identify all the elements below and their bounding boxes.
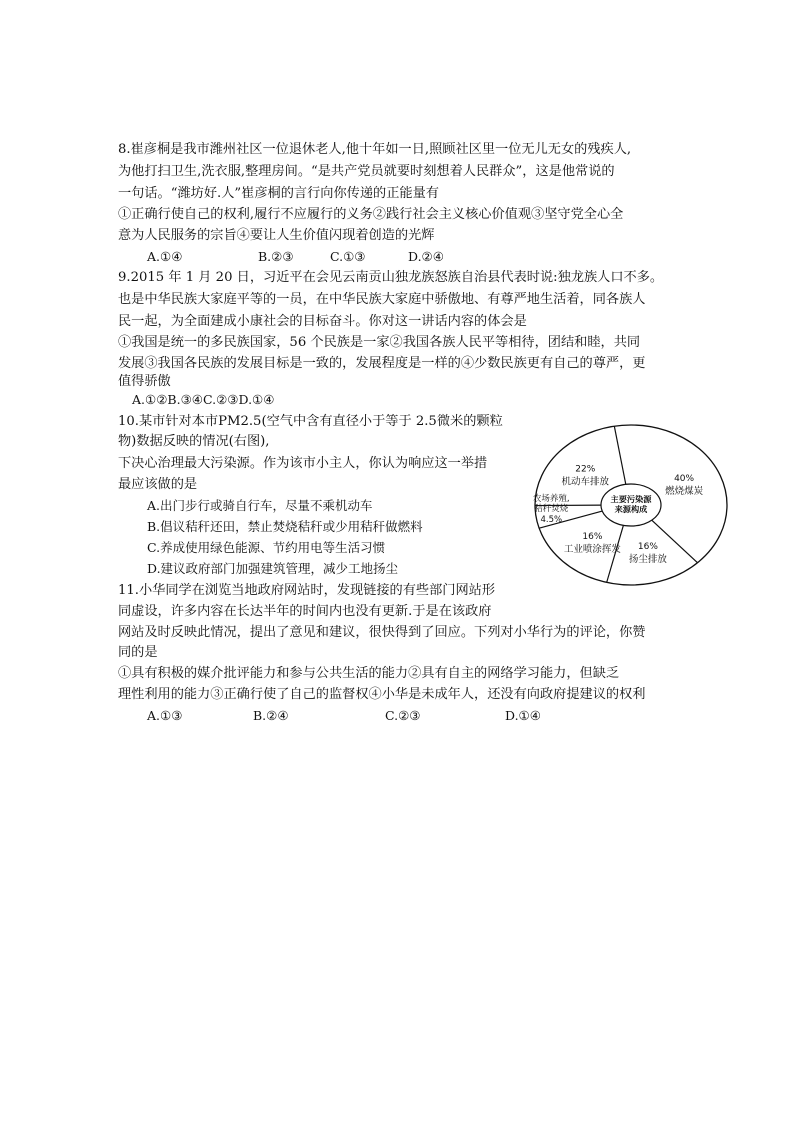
q8-line-3: 一句话。“潍坊好.人”崔彦桐的言行向你传递的正能量有 <box>118 186 439 201</box>
q11-option-a: A.①③ <box>147 708 183 723</box>
q10-line-3: 下决心治理最大污染源。作为该市小主人，你认为响应这一举措 <box>118 456 488 471</box>
pie-slice-value: 16% <box>637 542 658 553</box>
q8-line-5: 意为人民服务的宗旨④要让人生价值闪现着创造的光辉 <box>118 228 435 243</box>
q10-option-c: C.养成使用绿色能源、节约用电等生活习惯 <box>147 540 386 555</box>
q11-line-3: 网站及时反映此情况，提出了意见和建议，很快得到了回应。下列对小华行为的评论，你赞 <box>118 625 646 640</box>
q10-option-b: B.倡议秸秆还田，禁止焚烧秸秆或少用秸秆做燃料 <box>147 519 423 534</box>
pie-slice-value: 40% <box>674 474 695 485</box>
q9-line-4: ①我国是统一的多民族国家，56 个民族是一家②我国各族人民平等相待，团结和睦，共同 <box>118 335 641 350</box>
q11-line-4: 同的是 <box>118 645 158 660</box>
q10-line-4: 最应该做的是 <box>118 477 198 492</box>
q11-option-d: D.①④ <box>505 708 541 723</box>
q9-line-6: 值得骄傲 <box>118 374 171 389</box>
q11-option-b: B.②④ <box>253 708 289 723</box>
q11-line-1: 11.小华同学在浏览当地政府网站时，发现链接的有些部门网站形 <box>118 583 496 598</box>
q10-line-2: 物)数据反映的情况(右图), <box>118 434 270 449</box>
q10-line-1: 10.某市针对本市PM2.5(空气中含有直径小于等于 2.5微米的颗粒 <box>118 414 503 429</box>
q11-option-c: C.②③ <box>385 708 421 723</box>
q8-line-1: 8.崔彦桐是我市潍州社区一位退休老人,他十年如一日,照顾社区里一位无儿无女的残疾人, <box>118 142 632 157</box>
q9-line-5: 发展③我国各民族的发展目标是一致的，发展程度是一样的④少数民族更有自己的尊严，更 <box>118 356 646 371</box>
q8-line-2: 为他打扫卫生,洗衣服,整理房间。“是共产党员就要时刻想着人民群众”，这是他常说的 <box>118 164 615 179</box>
q10-option-a: A.出门步行或骑自行车，尽量不乘机动车 <box>147 498 373 513</box>
pie-slice-value: 22% <box>575 464 596 475</box>
q11-line-2: 同虚设，许多内容在长达半年的时间内也没有更新.于是在该政府 <box>118 604 492 619</box>
pollution-source-pie-chart <box>532 420 730 590</box>
pie-slice-divider <box>614 426 625 484</box>
pie-center-label: 主要污染源来源构成 <box>610 494 652 514</box>
pie-slice-label: 农场养殖,秸秆焚烧 4.5% <box>532 494 570 526</box>
pie-slice-label: 扬尘排放 <box>628 554 667 566</box>
q9-line-1: 9.2015 年 1 月 20 日，习近平在会见云南贡山独龙族怒族自治县代表时说:独龙族人口不多。 <box>118 270 664 285</box>
q8-option-a: A.①④ <box>147 249 183 264</box>
q9-line-2: 也是中华民族大家庭平等的一员，在中华民族大家庭中骄傲地、有尊严地生活着，同各族人 <box>118 292 646 307</box>
pie-slice-label: 机动车排放 <box>561 476 610 488</box>
q8-option-b: B.②③ <box>258 249 294 264</box>
q8-line-4: ①正确行使自己的权利,履行不应履行的义务②践行社会主义核心价值观③坚守党全心全 <box>118 207 624 222</box>
q8-option-c: C.①③ <box>330 249 366 264</box>
q8-option-d: D.②④ <box>408 249 444 264</box>
pie-slice-label: 工业喷涂挥发 <box>563 544 621 556</box>
q9-line-3: 民一起，为全面建成小康社会的目标奋斗。你对这一讲话内容的体会是 <box>118 314 527 329</box>
pie-slice-value: 16% <box>582 532 603 543</box>
q9-options: A.①②B.③④C.②③D.①④ <box>132 392 275 407</box>
q11-line-6: 理性利用的能力③正确行使了自己的监督权④小华是未成年人，还没有向政府提建议的权利 <box>118 687 646 702</box>
q10-option-d: D.建议政府部门加强建筑管理，减少工地扬尘 <box>147 561 399 576</box>
q11-line-5: ①具有积极的媒介批评能力和参与公共生活的能力②具有自主的网络学习能力，但缺乏 <box>118 666 620 681</box>
pie-slice-label: 燃烧煤炭 <box>665 486 704 498</box>
